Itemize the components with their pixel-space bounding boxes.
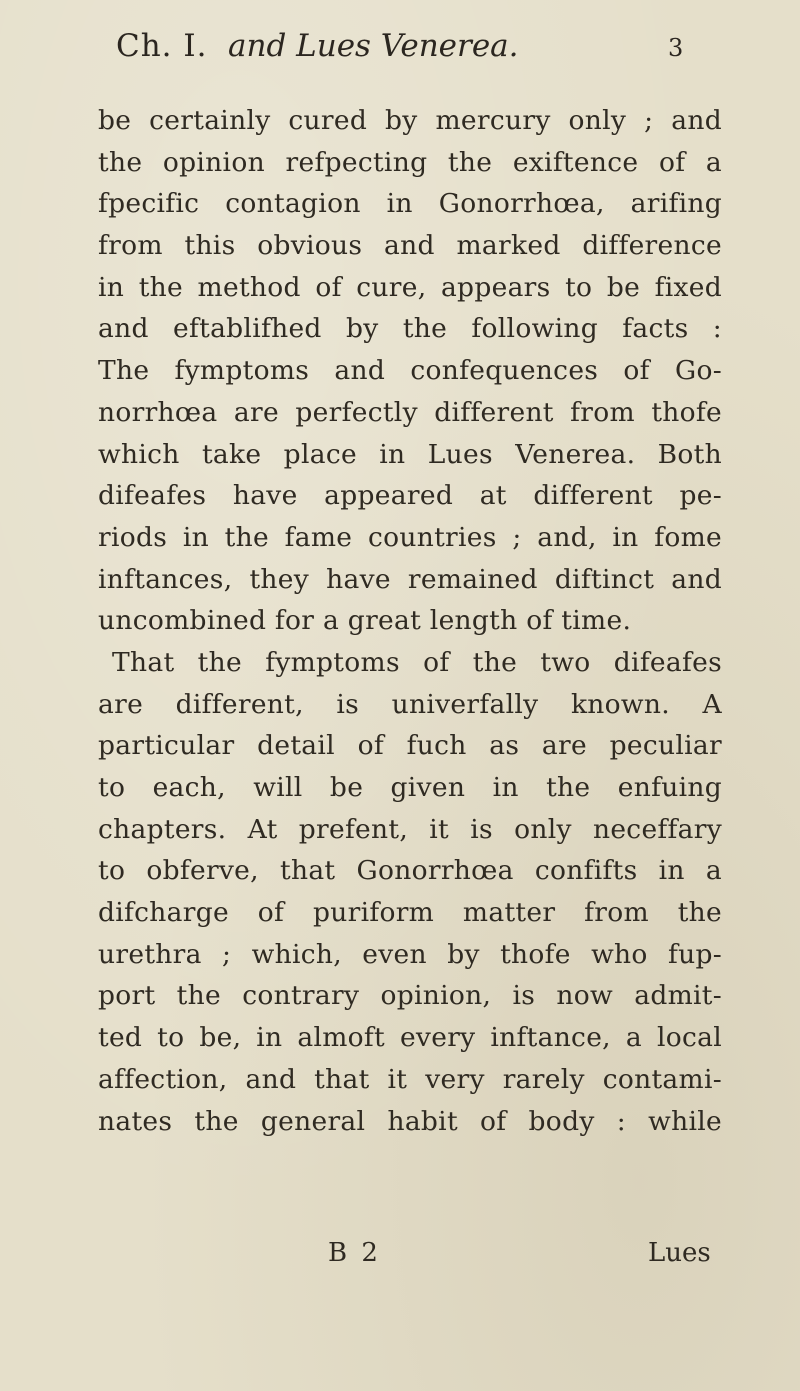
page-footer: [0, 1238, 800, 1278]
text-line: affection, and that it very rarely contami-: [98, 1063, 722, 1095]
body-text: [98, 100, 722, 1142]
running-title: and Lues Venerea.: [228, 28, 519, 64]
signature-mark: B 2: [328, 1238, 381, 1268]
text-line: uncombined for a great length of time.: [98, 605, 632, 637]
text-line: chapters. At prefent, it is only neceffary: [98, 813, 722, 845]
text-line: difcharge of puriform matter from the: [98, 897, 722, 929]
text-line: and eftablifhed by the following facts :: [98, 313, 722, 345]
text-line: particular detail of fuch as are peculiar: [98, 730, 722, 762]
text-line: be certainly cured by mercury only ; and: [98, 105, 722, 136]
text-line: to each, will be given in the enfuing: [98, 772, 722, 803]
text-line: The fymptoms and confequences of Go-: [98, 355, 722, 387]
text-line: That the fymptoms of the two difeafes: [112, 646, 722, 678]
text-line: inftances, they have remained diftinct and: [98, 563, 722, 595]
text-line: fpecific contagion in Gonorrhœa, arifing: [98, 188, 722, 220]
text-line: in the method of cure, appears to be fixed: [98, 271, 722, 303]
text-line: nates the general habit of body : while: [98, 1105, 722, 1137]
text-line: ted to be, in almoft every inftance, a local: [98, 1022, 722, 1054]
text-line: which take place in Lues Venerea. Both: [98, 438, 722, 470]
text-line: to obferve, that Gonorrhœa confifts in a: [98, 855, 722, 887]
text-line: riods in the fame countries ; and, in fome: [98, 521, 722, 553]
text-line: urethra ; which, even by thofe who fup-: [98, 938, 722, 970]
catchword: Lues: [648, 1238, 711, 1268]
text-line: norrhœa are perfectly different from thofe: [98, 396, 722, 428]
text-line: from this obvious and marked difference: [98, 230, 722, 262]
text-line: port the contrary opinion, is now admit-: [98, 980, 722, 1012]
running-head: [0, 28, 800, 78]
chapter-heading: Ch. I.: [116, 28, 208, 64]
page-number: 3: [668, 34, 684, 62]
text-line: the opinion refpecting the exiftence of a: [98, 146, 722, 178]
text-line: are different, is univerfally known. A: [98, 688, 722, 720]
text-line: difeafes have appeared at different pe-: [98, 480, 722, 512]
